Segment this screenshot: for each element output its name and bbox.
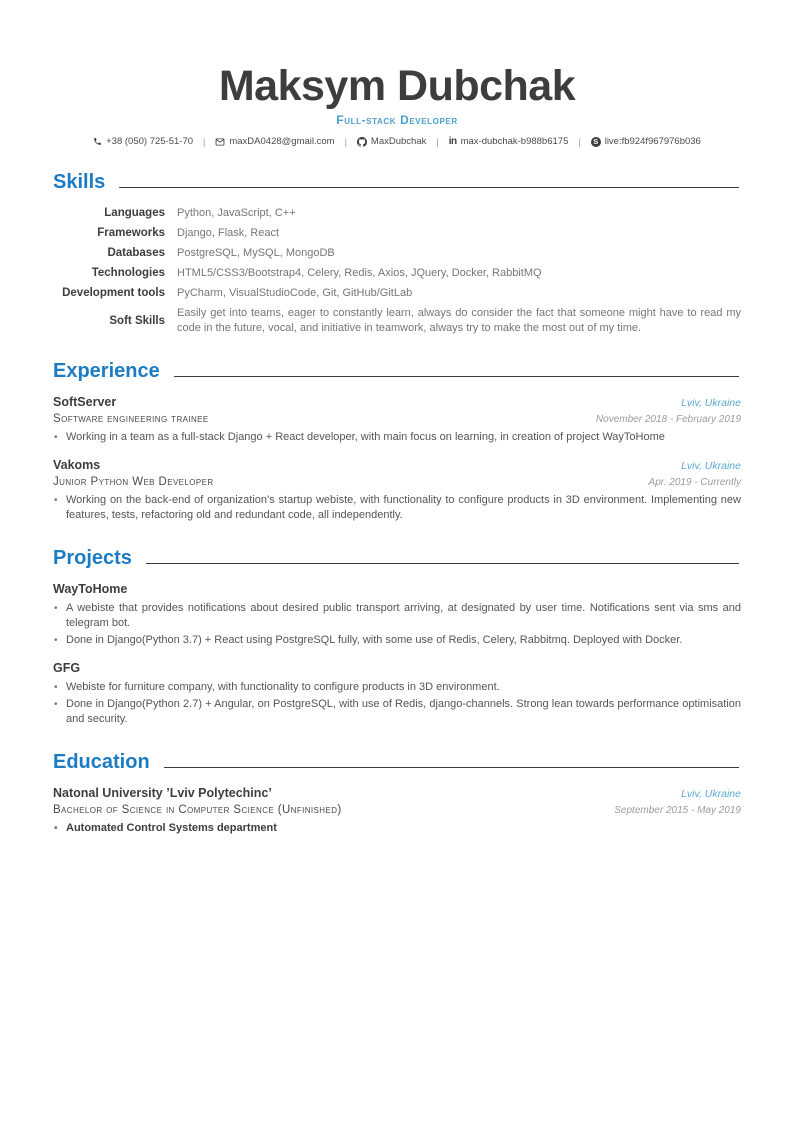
job-title: Full-stack Developer xyxy=(336,113,458,128)
experience-entry-vakoms xyxy=(53,458,741,523)
contact-phone-text: +38 (050) 725-51-70 xyxy=(106,136,194,148)
phone-icon xyxy=(93,137,102,146)
skill-value: Python, JavaScript, C++ xyxy=(177,207,296,220)
skill-row-softskills xyxy=(53,306,741,336)
header xyxy=(53,64,741,147)
section-projects xyxy=(53,547,741,727)
experience-heading xyxy=(53,360,741,382)
skill-value: PyCharm, VisualStudioCode, Git, GitHub/GitLab xyxy=(177,287,413,300)
contact-github xyxy=(357,136,426,147)
education-title: Education xyxy=(53,751,150,774)
education-entry xyxy=(53,786,741,836)
contact-separator: | xyxy=(436,136,439,147)
skill-value: Easily get into teams, eager to constantly learn, always do consider the fact that someone might have to read my code in the future, vocal, and initiative in teamwork, always try to make the most out of my time. xyxy=(177,307,741,335)
contact-separator: | xyxy=(344,136,347,147)
contact-email xyxy=(215,136,334,147)
company-name: SoftServer xyxy=(53,395,117,410)
skills-heading xyxy=(53,171,741,193)
company-name: Vakoms xyxy=(53,458,101,473)
school-location: Lviv, Ukraine xyxy=(681,788,741,801)
company-location: Lviv, Ukraine xyxy=(681,460,741,473)
contact-skype xyxy=(591,136,701,147)
experience-entry-softserver xyxy=(53,395,741,445)
position-dates: Apr. 2019 - Currently xyxy=(648,477,741,489)
skill-label: Frameworks xyxy=(97,227,165,240)
skill-label: Development tools xyxy=(62,287,165,300)
bullet-item: • A webiste that provides notifications about desired public transport arriving, at designated by user time. Notifications sent via sms and telegram bot. xyxy=(53,601,741,631)
contact-separator: | xyxy=(578,136,581,147)
skill-value: HTML5/CSS3/Bootstrap4, Celery, Redis, Axios, JQuery, Docker, RabbitMQ xyxy=(177,267,542,280)
skill-value: PostgreSQL, MySQL, MongoDB xyxy=(177,247,335,260)
skill-row-technologies xyxy=(53,266,741,281)
section-skills xyxy=(53,171,741,336)
skill-row-frameworks xyxy=(53,226,741,241)
entry-bullets xyxy=(53,821,741,836)
skill-label: Soft Skills xyxy=(109,314,165,327)
position-dates: November 2018 - February 2019 xyxy=(595,414,741,426)
section-experience xyxy=(53,360,741,523)
skill-label: Technologies xyxy=(91,267,165,280)
github-icon xyxy=(357,137,367,147)
project-entry-waytohome xyxy=(53,582,741,648)
company-location: Lviv, Ukraine xyxy=(681,397,741,410)
contact-phone xyxy=(93,136,193,147)
skills-title: Skills xyxy=(53,171,106,194)
skill-value: Django, Flask, React xyxy=(177,227,280,240)
skill-row-languages xyxy=(53,206,741,221)
email-icon xyxy=(215,137,225,147)
person-name: Maksym Dubchak xyxy=(218,62,576,110)
entry-bullets xyxy=(53,601,741,648)
skill-row-devtools xyxy=(53,286,741,301)
bullet-item: • Webiste for furniture company, with functionality to configure products in 3D environment. xyxy=(53,680,741,695)
contact-bar xyxy=(53,136,741,147)
section-rule xyxy=(119,187,739,188)
position-title: Software engineering trainee xyxy=(53,413,209,426)
section-rule xyxy=(174,376,739,377)
linkedin-icon: in xyxy=(448,136,457,148)
contact-linkedin-text: max-dubchak-b988b6175 xyxy=(460,136,569,148)
bullet-item: • Working in a team as a full-stack Django + React developer, with main focus on learning, in creation of project WayToHome xyxy=(53,430,741,445)
project-name: GFG xyxy=(53,661,81,676)
position-title: Junior Python Web Developer xyxy=(53,476,214,489)
entry-header xyxy=(53,458,741,472)
section-rule xyxy=(146,563,739,564)
skill-row-databases xyxy=(53,246,741,261)
contact-email-text: maxDA0428@gmail.com xyxy=(229,136,335,148)
degree-title: Bachelor of Science in Computer Science (Unfinished) xyxy=(53,804,342,817)
bullet-item: • Done in Django(Python 3.7) + React using PostgreSQL fully, with some use of Redis, Celery, Rabbitmq. Deployed with Docker. xyxy=(53,633,741,648)
skill-label: Databases xyxy=(107,247,165,260)
entry-bullets xyxy=(53,430,741,445)
projects-heading xyxy=(53,547,741,569)
entry-header xyxy=(53,786,741,800)
skill-label: Languages xyxy=(104,207,165,220)
bullet-item: • Working on the back-end of organization’s startup webiste, with functionality to configure products in 3D environment. Implementing new features, tests, refactoring old and redundant code, all independently. xyxy=(53,493,741,523)
entry-subheader xyxy=(53,476,741,488)
projects-title: Projects xyxy=(53,547,132,570)
experience-title: Experience xyxy=(53,360,160,383)
contact-skype-text: live:fb924f967976b036 xyxy=(604,136,701,148)
contact-linkedin xyxy=(449,136,569,147)
bullet-item: • Automated Control Systems department xyxy=(53,821,741,836)
project-name: WayToHome xyxy=(53,582,128,597)
school-name: Natonal University ’Lviv Polytechinc’ xyxy=(53,786,272,801)
project-entry-gfg xyxy=(53,661,741,727)
contact-separator: | xyxy=(203,136,206,147)
entry-bullets xyxy=(53,680,741,727)
section-rule xyxy=(164,767,739,768)
entry-subheader xyxy=(53,804,741,816)
bullet-item: • Done in Django(Python 2.7) + Angular, on PostgreSQL, with use of Redis, django-channels. Strong lean towards performance optimisation and security. xyxy=(53,697,741,727)
education-heading xyxy=(53,751,741,773)
skype-icon: S xyxy=(591,137,601,147)
section-education xyxy=(53,751,741,836)
contact-github-text: MaxDubchak xyxy=(370,136,427,148)
entry-header xyxy=(53,395,741,409)
entry-subheader xyxy=(53,413,741,425)
entry-bullets xyxy=(53,493,741,523)
degree-dates: September 2015 - May 2019 xyxy=(614,805,741,817)
